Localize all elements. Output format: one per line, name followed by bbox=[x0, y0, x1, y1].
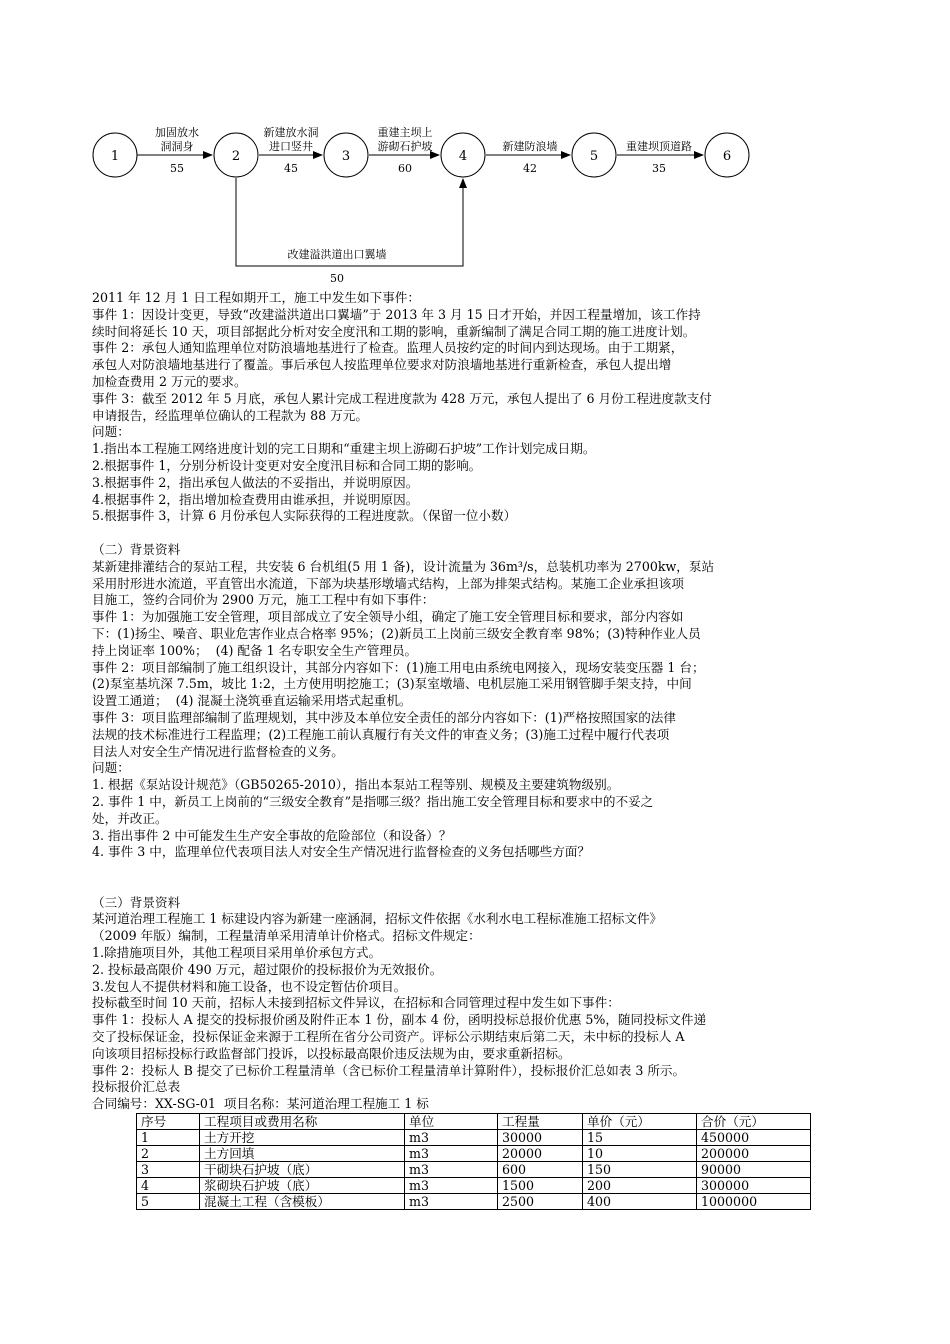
table-cell: m3 bbox=[405, 1146, 498, 1162]
activity-duration: 55 bbox=[170, 162, 184, 175]
text-line: （三）背景资料 bbox=[92, 894, 181, 910]
table-header-row bbox=[137, 1114, 811, 1130]
text-line: 4.根据事件 2，指出增加检查费用由谁承担，并说明原因。 bbox=[92, 491, 419, 507]
table-row bbox=[137, 1146, 811, 1162]
text-line: 处，并改正。 bbox=[92, 810, 168, 826]
table-cell: 混凝土工程（含模板） bbox=[200, 1194, 405, 1210]
table-row bbox=[137, 1178, 811, 1194]
table-header-cell: 工程项目或费用名称 bbox=[200, 1114, 405, 1130]
text-line: 2. 投标最高限价 490 万元，超过限价的投标报价为无效报价。 bbox=[92, 961, 443, 977]
text-line: 事件 1：因设计变更，导致“改建溢洪道出口翼墙”于 2013 年 3 月 15 日才开始，并因工程量增加，该工作持 bbox=[92, 306, 701, 322]
table-cell: 土方回填 bbox=[200, 1146, 405, 1162]
text-line: 目施工，签约合同价为 2900 万元，施工工程中有如下事件： bbox=[92, 592, 435, 608]
activity-name: 改建溢洪道出口翼墙 bbox=[287, 248, 387, 261]
activity-duration: 45 bbox=[284, 162, 298, 175]
table-header-cell: 单价（元） bbox=[583, 1114, 697, 1130]
table-cell: 浆砌块石护坡（底） bbox=[200, 1178, 405, 1194]
text-line: （2009 年版）编制，工程量清单采用清单计价格式。招标文件规定： bbox=[92, 928, 481, 944]
table-cell: 90000 bbox=[697, 1162, 811, 1178]
node-label: 1 bbox=[110, 149, 120, 164]
text-line: 问题： bbox=[92, 424, 130, 440]
activity-name: 新建防浪墙 bbox=[502, 140, 558, 153]
text-line: 续时间将延长 10 天，项目部据此分析对安全度汛和工期的影响，重新编制了满足合同工期的施工进度计划。 bbox=[92, 323, 696, 339]
text-line: 事件 2：投标人 B 提交了已标价工程量清单（含已标价工程量清单计算附件），投标报价汇总如表 3 所示。 bbox=[92, 1062, 686, 1078]
table-cell: 10 bbox=[583, 1146, 697, 1162]
table-cell: 600 bbox=[498, 1162, 583, 1178]
table-cell: 15 bbox=[583, 1130, 697, 1146]
node-6 bbox=[705, 133, 749, 177]
table-cell: m3 bbox=[405, 1130, 498, 1146]
table-cell: 3 bbox=[137, 1162, 200, 1178]
table-cell: 200 bbox=[583, 1178, 697, 1194]
table-cell: 300000 bbox=[697, 1178, 811, 1194]
network-diagram bbox=[0, 0, 950, 290]
case-two-section bbox=[92, 542, 872, 861]
activity-name: 进口竖井 bbox=[269, 140, 313, 153]
table-cell: 20000 bbox=[498, 1146, 583, 1162]
node-3 bbox=[324, 133, 368, 177]
text-line: 2.根据事件 1，分别分析设计变更对安全度汛目标和合同工期的影响。 bbox=[92, 457, 482, 473]
text-line: 持上岗证率 100%； (4) 配备 1 名专职安全生产管理员。 bbox=[92, 642, 418, 658]
text-line: (2)泵室基坑深 7.5m，坡比 1:2，土方使用明挖施工；(3)泵室墩墙、电机层施工采用钢管脚手架支持，中间 bbox=[92, 676, 692, 692]
text-line: （二）背景资料 bbox=[92, 541, 181, 557]
text-line: 3.发包人不提供材料和施工设备，也不设定暂估价项目。 bbox=[92, 978, 407, 994]
text-line: 法规的技术标准进行工程监理；(2)工程施工前认真履行有关文件的审查义务；(3)施工过程中履行代表项 bbox=[92, 726, 670, 742]
text-line: 采用肘形进水流道，平直管出水流道，下部为块基形墩墙式结构，上部为排架式结构。某施工企业承担该项 bbox=[92, 575, 684, 591]
text-line: 事件 3：项目监理部编制了监理规划，其中涉及本单位安全责任的部分内容如下：(1)严格按照国家的法律 bbox=[92, 709, 676, 725]
document-body bbox=[92, 290, 872, 1210]
text-line: 申请报告，经监理单位确认的工程款为 88 万元。 bbox=[92, 407, 368, 423]
text-line: 3. 指出事件 2 中可能发生生产安全事故的危险部位（和设备）？ bbox=[92, 827, 452, 843]
table-cell: 干砌块石护坡（底） bbox=[200, 1162, 405, 1178]
text-line: 事件 1：为加强施工安全管理，项目部成立了安全领导小组，确定了施工安全管理目标和要求，部分内容如 bbox=[92, 609, 684, 625]
table-cell: 1500 bbox=[498, 1178, 583, 1194]
activity-duration: 42 bbox=[523, 162, 537, 175]
activity-name: 加固放水 bbox=[155, 126, 199, 139]
text-line: 2011 年 12 月 1 日工程如期开工，施工中发生如下事件： bbox=[92, 290, 420, 305]
activity-duration: 60 bbox=[398, 162, 412, 175]
table-cell: 200000 bbox=[697, 1146, 811, 1162]
text-line: 4. 事件 3 中，监理单位代表项目法人对安全生产情况进行监督检查的义务包括哪些方面？ bbox=[92, 844, 591, 860]
node-label: 4 bbox=[458, 149, 468, 164]
node-label: 3 bbox=[341, 149, 351, 164]
table-header-cell: 单位 bbox=[405, 1114, 498, 1130]
table-row bbox=[137, 1130, 811, 1146]
table-cell: 400 bbox=[583, 1194, 697, 1210]
table-cell: 30000 bbox=[498, 1130, 583, 1146]
text-line: 下：(1)扬尘、噪音、职业危害作业点合格率 95%；(2)新员工上岗前三级安全教育率 98%；(3)特种作业人员 bbox=[92, 625, 701, 641]
text-line: 投标截至时间 10 天前，招标人未接到招标文件异议，在招标和合同管理过程中发生如下事件： bbox=[92, 995, 620, 1011]
case-one-section bbox=[92, 290, 872, 525]
text-line: 向该项目招标投标行政监督部门投诉，以投标最高限价违反法规为由，要求重新招标。 bbox=[92, 1045, 571, 1061]
table-cell: m3 bbox=[405, 1194, 498, 1210]
table-cell: 450000 bbox=[697, 1130, 811, 1146]
text-line: 交了投标保证金，投标保证金来源于工程所在省分公司资产。评标公示期结束后第二天，未中标的投标人 A bbox=[92, 1029, 685, 1045]
activity-name: 游砌石护坡 bbox=[377, 140, 433, 153]
activity-name: 新建放水洞 bbox=[263, 126, 319, 139]
text-line: 问题： bbox=[92, 760, 130, 776]
node-label: 6 bbox=[722, 149, 732, 164]
text-line: 1. 根据《泵站设计规范》（GB50265-2010），指出本泵站工程等别、规模及主要建筑物级别。 bbox=[92, 777, 620, 793]
text-line: 某河道治理工程施工 1 标建设内容为新建一座涵洞，招标文件依据《水利水电工程标准施工招标文件》 bbox=[92, 911, 663, 927]
text-line: 3.根据事件 2，指出承包人做法的不妥指出，并说明原因。 bbox=[92, 474, 419, 490]
text-line: 1.除措施项目外，其他工程项目采用单价承包方式。 bbox=[92, 945, 382, 961]
text-line: 加检查费用 2 万元的要求。 bbox=[92, 373, 247, 389]
table-header-cell: 工程量 bbox=[498, 1114, 583, 1130]
node-1 bbox=[93, 133, 137, 177]
table-row bbox=[137, 1194, 811, 1210]
table-cell: 4 bbox=[137, 1178, 200, 1194]
text-line: 目法人对安全生产情况进行监督检查的义务。 bbox=[92, 743, 344, 759]
text-line: 投标报价汇总表 bbox=[92, 1079, 181, 1095]
node-5 bbox=[572, 133, 616, 177]
text-line: 事件 2：承包人通知监理单位对防浪墙地基进行了检查。监理人员按约定的时间内到达现场。由于工期紧， bbox=[92, 340, 684, 356]
activity-duration: 50 bbox=[330, 272, 344, 285]
text-line: 设置工通道； (4) 混凝土浇筑垂直运输采用塔式起重机。 bbox=[92, 693, 412, 709]
activity-name: 洞洞身 bbox=[160, 140, 194, 153]
text-line: 2. 事件 1 中，新员工上岗前的“三级安全教育”是指哪三级？指出施工安全管理目标和要求中的不妥之 bbox=[92, 793, 654, 809]
text-line: 某新建排灌结合的泵站工程，共安装 6 台机组(5 用 1 备)，设计流量为 36m³/s，总装机功率为 2700kw，泵站 bbox=[92, 558, 715, 574]
table-cell: 2500 bbox=[498, 1194, 583, 1210]
text-line: 事件 3：截至 2012 年 5 月底，承包人累计完成工程进度款为 428 万元，承包人提出了 6 月份工程进度款支付 bbox=[92, 390, 712, 406]
activity-duration: 35 bbox=[652, 162, 666, 175]
text-line: 1.指出本工程施工网络进度计划的完工日期和“重建主坝上游砌石护坡”工作计划完成日期。 bbox=[92, 441, 596, 457]
table-header-cell: 序号 bbox=[137, 1114, 200, 1130]
table-cell: m3 bbox=[405, 1162, 498, 1178]
node-4 bbox=[441, 133, 485, 177]
text-line: 合同编号：XX-SG-01 项目名称：某河道治理工程施工 1 标 bbox=[92, 1096, 429, 1112]
text-line: 5.根据事件 3，计算 6 月份承包人实际获得的工程进度款。（保留一位小数） bbox=[92, 508, 517, 524]
table-cell: 土方开挖 bbox=[200, 1130, 405, 1146]
table-cell: m3 bbox=[405, 1178, 498, 1194]
bid-summary-table bbox=[136, 1113, 811, 1210]
table-cell: 5 bbox=[137, 1194, 200, 1210]
table-cell: 150 bbox=[583, 1162, 697, 1178]
table-cell: 2 bbox=[137, 1146, 200, 1162]
table-cell: 1000000 bbox=[697, 1194, 811, 1210]
case-three-section bbox=[92, 895, 872, 1113]
text-line: 事件 1：投标人 A 提交的投标报价函及附件正本 1 份，副本 4 份，函明投标总报价优惠 5%，随同投标文件递 bbox=[92, 1012, 707, 1028]
table-row bbox=[137, 1162, 811, 1178]
text-line: 事件 2：项目部编制了施工组织设计，其部分内容如下：(1)施工用电由系统电网接入，现场安装变压器 1 台； bbox=[92, 659, 705, 675]
node-label: 5 bbox=[589, 149, 599, 164]
activity-name: 重建主坝上 bbox=[377, 126, 433, 139]
node-label: 2 bbox=[231, 149, 241, 164]
activity-name: 重建坝顶道路 bbox=[626, 140, 692, 153]
text-line: 承包人对防浪墙地基进行了覆盖。事后承包人按监理单位要求对防浪墙地基进行重新检查，承包人提出增 bbox=[92, 357, 672, 373]
table-cell: 1 bbox=[137, 1130, 200, 1146]
node-2 bbox=[214, 133, 258, 177]
table-header-cell: 合价（元） bbox=[697, 1114, 811, 1130]
